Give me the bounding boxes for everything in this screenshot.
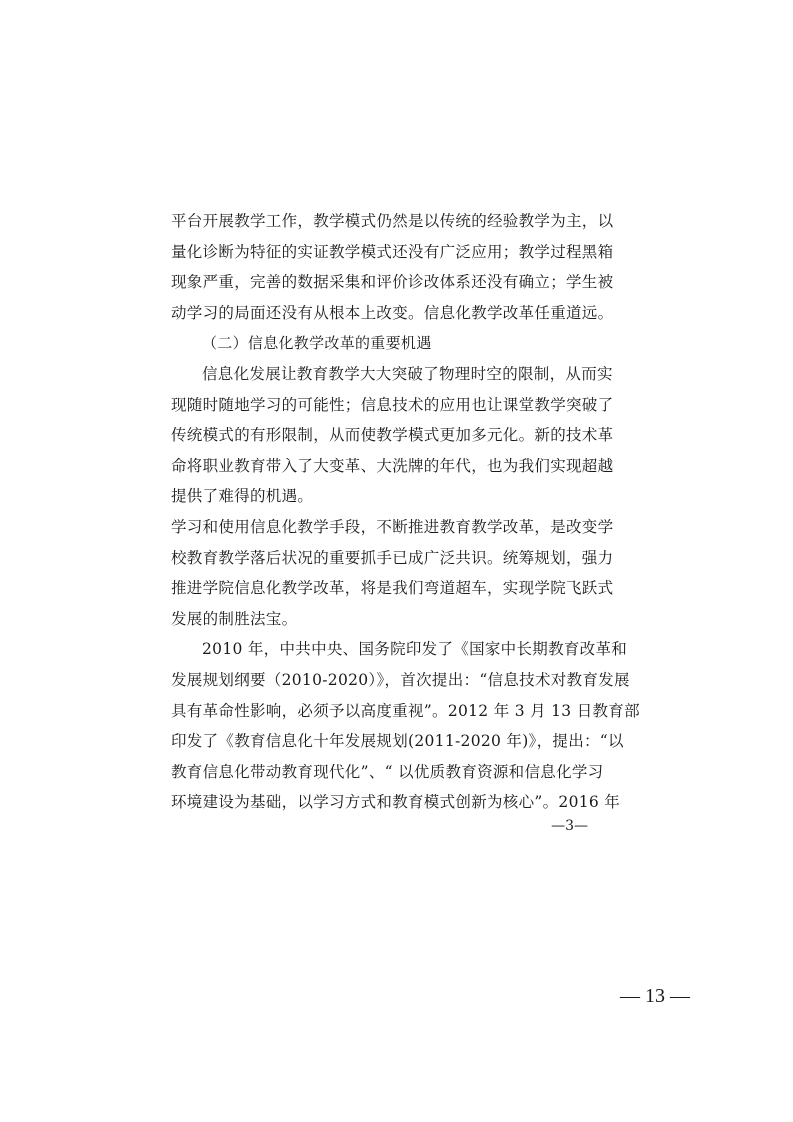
body-line: 校教育教学落后状况的重要抓手已成广泛共识。统筹规划，强力 [171, 548, 614, 567]
body-line: 现象严重，完善的数据采集和评价诊改体系还没有确立；学生被 [171, 273, 614, 292]
body-line: 具有革命性影响，必须予以高度重视”。2012 年 3 月 13 日教育部 [171, 701, 640, 720]
outer-page-number: — 13 — [620, 985, 690, 1007]
body-line: 传统模式的有形限制，从而使教学模式更加多元化。新的技术革 [171, 426, 614, 445]
body-line: 学习和使用信息化教学手段，不断推进教育教学改革，是改变学 [171, 517, 614, 536]
inner-page-number: —3— [551, 818, 588, 834]
body-line: 现随时随地学习的可能性；信息技术的应用也让课堂教学突破了 [171, 395, 614, 414]
body-line: 平台开展教学工作，教学模式仍然是以传统的经验教学为主，以 [171, 212, 614, 230]
body-line: 教育信息化带动教育现代化”、“ 以优质教育资源和信息化学习 [171, 762, 604, 781]
body-line: 发展规划纲要（2010-2020）》，首次提出：“信息技术对教育发展 [171, 670, 630, 689]
body-line: 环境建设为基础，以学习方式和教育模式创新为核心”。2016 年 [171, 793, 621, 812]
body-line: 信息化发展让教育教学大大突破了物理时空的限制，从而实 [202, 364, 613, 383]
body-line: 命将职业教育带入了大变革、大洗牌的年代，也为我们实现超越 [171, 456, 614, 475]
section-heading: （二）信息化教学改革的重要机遇 [202, 334, 432, 353]
body-line: 推进学院信息化教学改革，将是我们弯道超车，实现学院飞跃式 [171, 579, 614, 598]
body-line: 发展的制胜法宝。 [171, 609, 298, 628]
document-body [171, 206, 640, 818]
body-line: 提供了难得的机遇。 [171, 487, 314, 506]
body-line: 量化诊断为特征的实证教学模式还没有广泛应用；教学过程黑箱 [171, 242, 614, 261]
body-line: 2010 年，中共中央、国务院印发了《国家中长期教育改革和 [202, 640, 628, 659]
body-line: 印发了《教育信息化十年发展规划(2011-2020 年)》，提出：“以 [171, 732, 624, 751]
body-line: 动学习的局面还没有从根本上改变。信息化教学改革任重道远。 [171, 303, 614, 322]
